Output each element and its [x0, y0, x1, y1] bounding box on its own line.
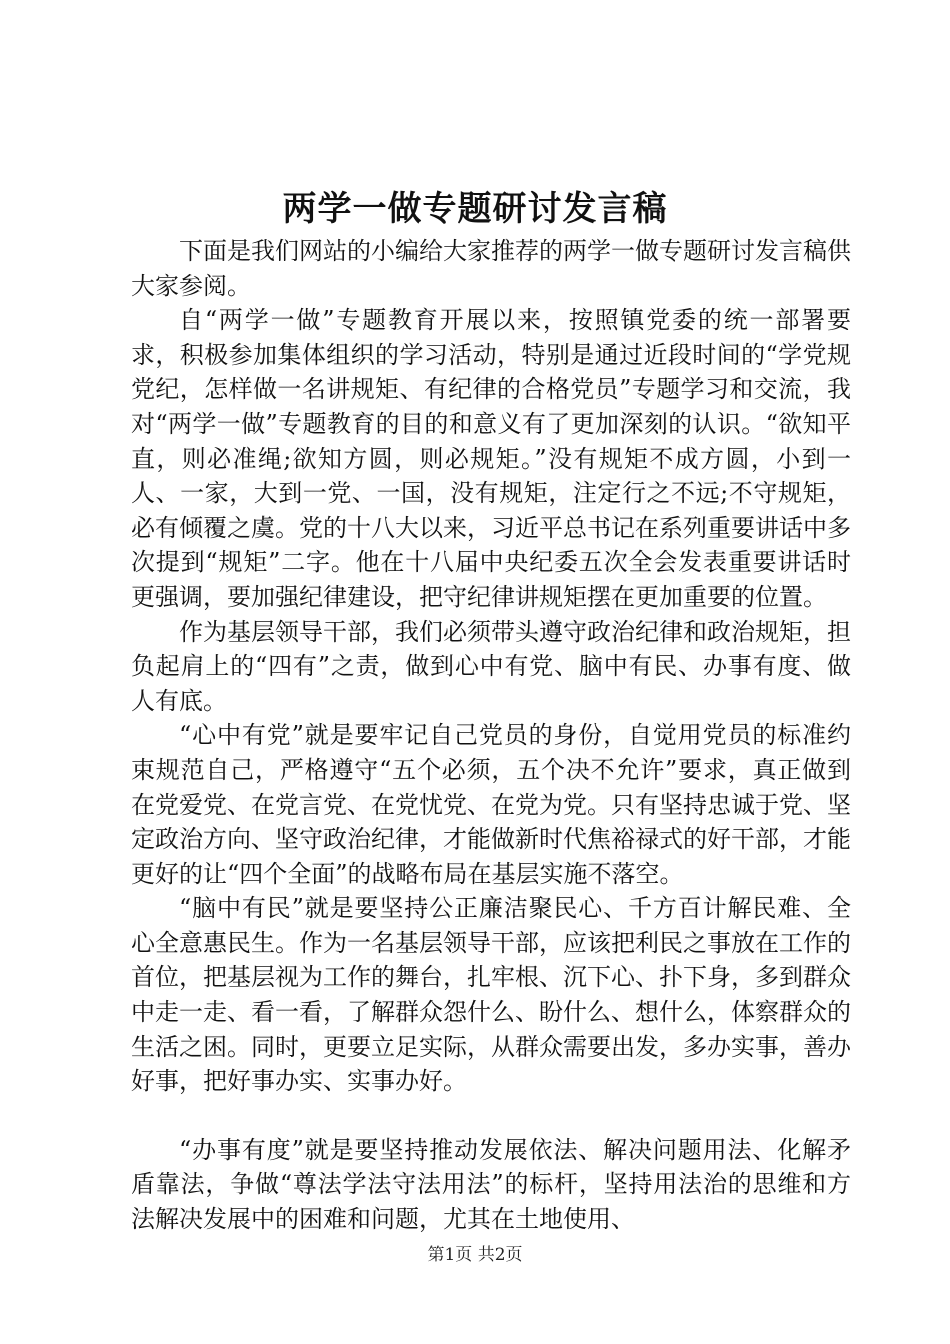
- paragraph-measured-conduct: “办事有度”就是要坚持推动发展依法、解决问题用法、化解矛盾靠法，争做“尊法学法守法用法”的标杆，坚持用法治的思维和方法解决发展中的困难和问题，尤其在土地使用、: [131, 1135, 851, 1234]
- paragraph-background: 自“两学一做”专题教育开展以来，按照镇党委的统一部署要求，积极参加集体组织的学习活动，特别是通过近段时间的“学党规党纪，怎样做一名讲规矩、有纪律的合格党员”专题学习和交流，我对“两学一做”专题教育的目的和意义有了更加深刻的认识。“欲知平直，则必准绳;欲知方圆，则必规矩。”没有规矩不成方圆，小到一人、一家，大到一党、一国，没有规矩，注定行之不远;不守规矩，必有倾覆之虞。党的十八大以来，习近平总书记在系列重要讲话中多次提到“规矩”二字。他在十八届中央纪委五次全会发表重要讲话时更强调，要加强纪律建设，把守纪律讲规矩摆在更加重要的位置。: [131, 306, 851, 611]
- paragraph-four-haves: 作为基层领导干部，我们必须带头遵守政治纪律和政治规矩，担负起肩上的“四有”之责，做到心中有党、脑中有民、办事有度、做人有底。: [131, 617, 851, 715]
- page-number: 第1页 共2页: [427, 1245, 523, 1265]
- document-title: 两学一做专题研讨发言稿: [282, 189, 668, 229]
- paragraph-intro: 下面是我们网站的小编给大家推荐的两学一做专题研讨发言稿供大家参阅。: [131, 237, 851, 300]
- paragraph-people-in-mind: “脑中有民”就是要坚持公正廉洁聚民心、千方百计解民难、全心全意惠民生。作为一名基层领导干部，应该把利民之事放在工作的首位，把基层视为工作的舞台，扎牢根、沉下心、扑下身，多到群众中走一走、看一看，了解群众怨什么、盼什么、想什么，体察群众的生活之困。同时，更要立足实际，从群众需要出发，多办实事，善办好事，把好事办实、实事办好。: [131, 894, 851, 1096]
- document-body: [131, 234, 851, 1237]
- paragraph-party-in-heart: “心中有党”就是要牢记自己党员的身份，自觉用党员的标准约束规范自己，严格遵守“五个必须，五个决不允许”要求，真正做到在党爱党、在党言党、在党忧党、在党为党。只有坚持忠诚于党、坚定政治方向、坚守政治纪律，才能做新时代焦裕禄式的好干部，才能更好的让“四个全面”的战略布局在基层实施不落空。: [131, 721, 851, 888]
